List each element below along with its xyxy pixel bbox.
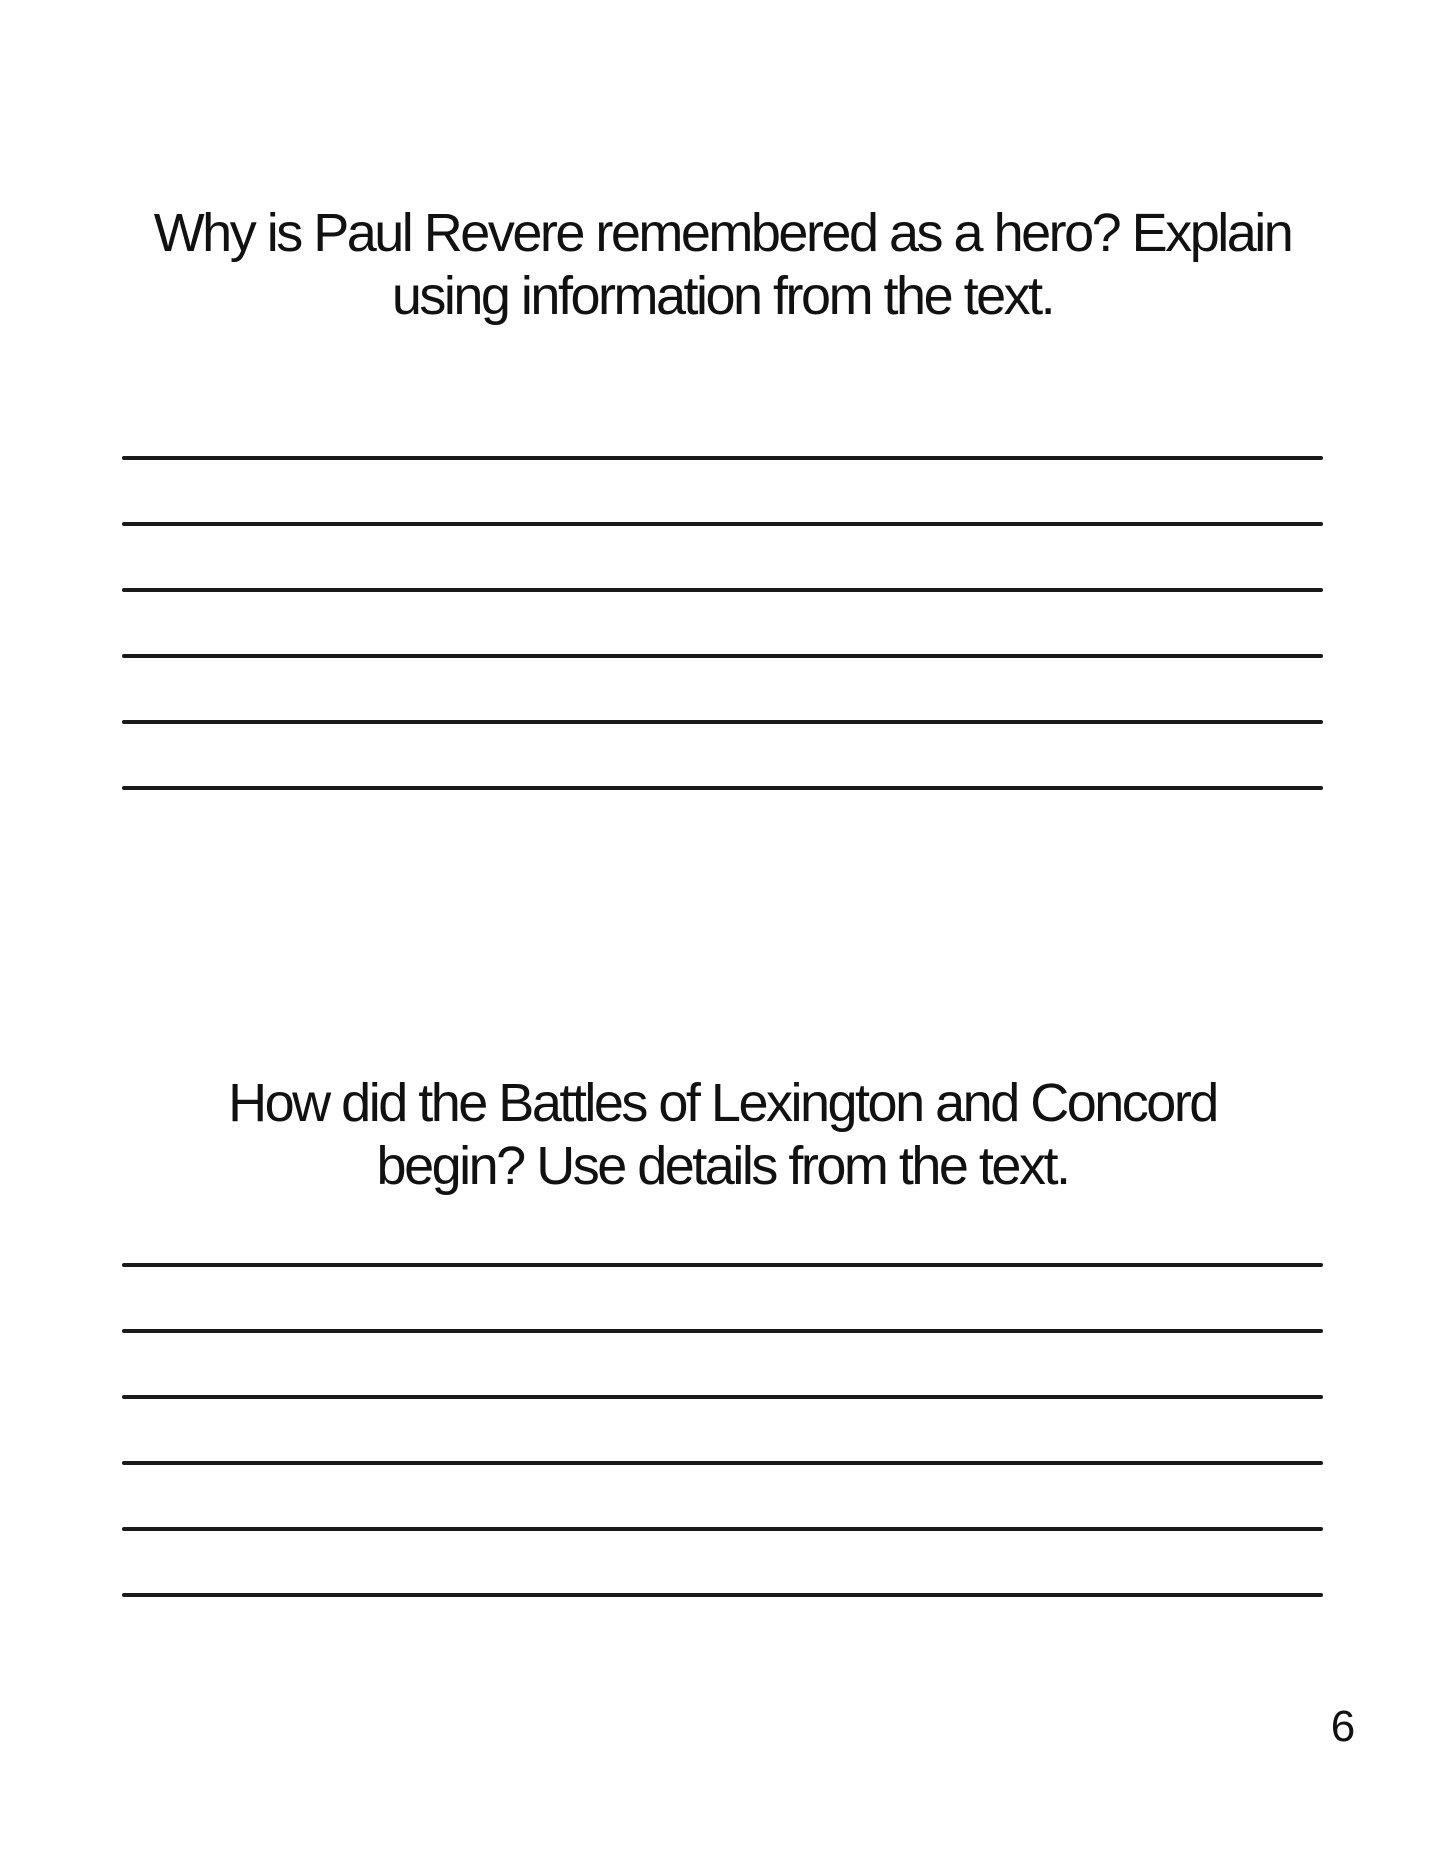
question-2-heading-line-1: How did the Battles of Lexington and Concord [228,1073,1217,1133]
answer-line [122,1593,1323,1597]
question-1-heading [0,202,1445,328]
answer-line [122,456,1323,460]
question-1-answer-lines [122,456,1323,790]
question-2-heading [0,1072,1445,1198]
question-1-heading-line-2: using information from the text. [391,266,1054,326]
answer-line [122,588,1323,592]
question-2-heading-line-2: begin? Use details from the text. [376,1136,1069,1196]
answer-line [122,1461,1323,1465]
question-2-answer-lines [122,1263,1323,1597]
answer-line [122,522,1323,526]
answer-line [122,1263,1323,1267]
answer-line [122,1395,1323,1399]
question-1-heading-line-1: Why is Paul Revere remembered as a hero? Explain [153,203,1292,263]
answer-line [122,1329,1323,1333]
answer-line [122,720,1323,724]
page-number: 6 [1330,1702,1356,1751]
answer-line [122,786,1323,790]
answer-line [122,1527,1323,1531]
answer-line [122,654,1323,658]
